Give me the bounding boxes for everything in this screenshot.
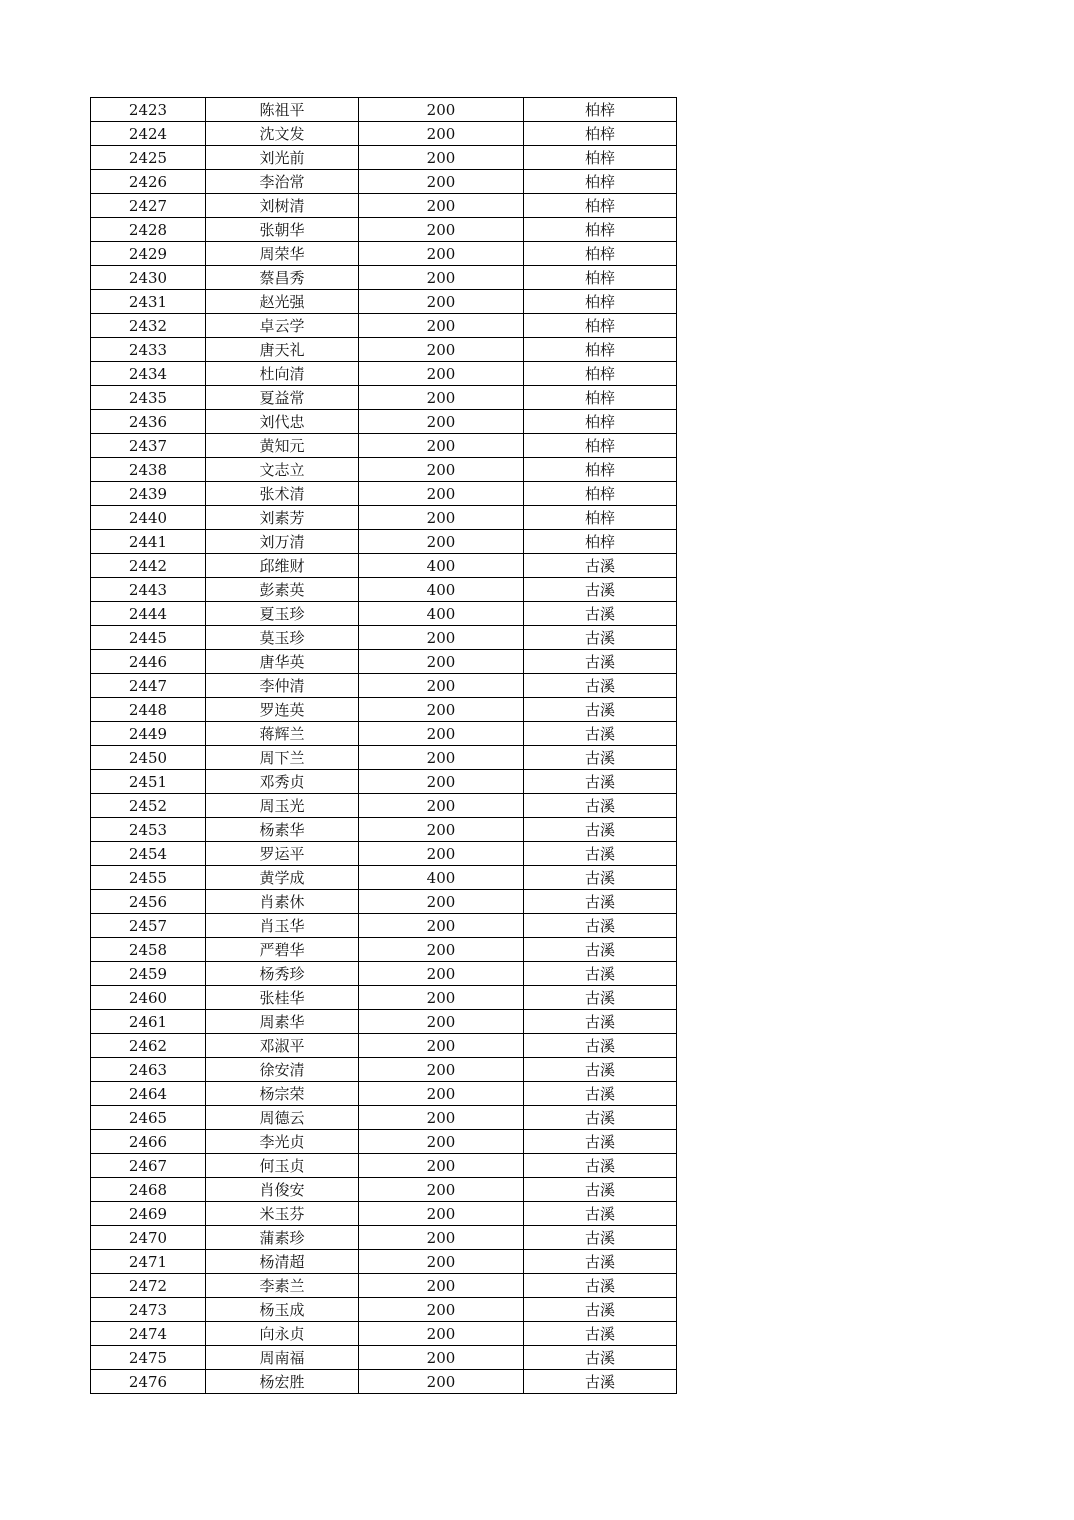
row-number-cell: 2458 — [91, 938, 206, 962]
table-row — [91, 746, 677, 770]
town-cell: 古溪 — [524, 938, 677, 962]
row-number-cell: 2450 — [91, 746, 206, 770]
amount-cell: 400 — [359, 554, 524, 578]
amount-cell: 200 — [359, 674, 524, 698]
name-cell: 彭素英 — [206, 578, 359, 602]
table-row — [91, 1058, 677, 1082]
name-cell: 李仲清 — [206, 674, 359, 698]
amount-cell: 400 — [359, 602, 524, 626]
name-cell: 陈祖平 — [206, 98, 359, 122]
town-cell: 柏梓 — [524, 170, 677, 194]
amount-cell: 400 — [359, 866, 524, 890]
table-row — [91, 794, 677, 818]
table-row — [91, 938, 677, 962]
table-row — [91, 386, 677, 410]
row-number-cell: 2441 — [91, 530, 206, 554]
table-row — [91, 722, 677, 746]
name-cell: 赵光强 — [206, 290, 359, 314]
name-cell: 肖素休 — [206, 890, 359, 914]
row-number-cell: 2439 — [91, 482, 206, 506]
town-cell: 古溪 — [524, 986, 677, 1010]
table-row — [91, 674, 677, 698]
amount-cell: 200 — [359, 386, 524, 410]
amount-cell: 200 — [359, 290, 524, 314]
row-number-cell: 2459 — [91, 962, 206, 986]
table-row — [91, 986, 677, 1010]
name-cell: 刘万清 — [206, 530, 359, 554]
row-number-cell: 2428 — [91, 218, 206, 242]
amount-cell: 200 — [359, 1106, 524, 1130]
table-row — [91, 1130, 677, 1154]
town-cell: 古溪 — [524, 890, 677, 914]
amount-cell: 200 — [359, 170, 524, 194]
name-cell: 杨秀珍 — [206, 962, 359, 986]
name-cell: 李治常 — [206, 170, 359, 194]
town-cell: 柏梓 — [524, 338, 677, 362]
name-cell: 蒋辉兰 — [206, 722, 359, 746]
row-number-cell: 2448 — [91, 698, 206, 722]
table-row — [91, 962, 677, 986]
table-row — [91, 890, 677, 914]
row-number-cell: 2454 — [91, 842, 206, 866]
table-row — [91, 626, 677, 650]
amount-cell: 200 — [359, 1298, 524, 1322]
table-row — [91, 1202, 677, 1226]
row-number-cell: 2442 — [91, 554, 206, 578]
town-cell: 柏梓 — [524, 530, 677, 554]
name-cell: 徐安清 — [206, 1058, 359, 1082]
table-row — [91, 1154, 677, 1178]
amount-cell: 200 — [359, 314, 524, 338]
table-body — [91, 98, 677, 1394]
row-number-cell: 2427 — [91, 194, 206, 218]
row-number-cell: 2461 — [91, 1010, 206, 1034]
table-row — [91, 1370, 677, 1394]
row-number-cell: 2467 — [91, 1154, 206, 1178]
name-cell: 肖俊安 — [206, 1178, 359, 1202]
town-cell: 柏梓 — [524, 266, 677, 290]
name-cell: 蔡昌秀 — [206, 266, 359, 290]
town-cell: 柏梓 — [524, 362, 677, 386]
town-cell: 古溪 — [524, 1010, 677, 1034]
table-row — [91, 1298, 677, 1322]
row-number-cell: 2431 — [91, 290, 206, 314]
name-cell: 周素华 — [206, 1010, 359, 1034]
name-cell: 唐华英 — [206, 650, 359, 674]
amount-cell: 200 — [359, 1130, 524, 1154]
town-cell: 柏梓 — [524, 410, 677, 434]
name-cell: 夏益常 — [206, 386, 359, 410]
amount-cell: 200 — [359, 410, 524, 434]
town-cell: 古溪 — [524, 1322, 677, 1346]
table-row — [91, 482, 677, 506]
name-cell: 黄学成 — [206, 866, 359, 890]
town-cell: 古溪 — [524, 554, 677, 578]
amount-cell: 200 — [359, 530, 524, 554]
town-cell: 古溪 — [524, 794, 677, 818]
row-number-cell: 2473 — [91, 1298, 206, 1322]
town-cell: 古溪 — [524, 1346, 677, 1370]
row-number-cell: 2437 — [91, 434, 206, 458]
table-row — [91, 1034, 677, 1058]
town-cell: 古溪 — [524, 578, 677, 602]
table-row — [91, 866, 677, 890]
name-cell: 周玉光 — [206, 794, 359, 818]
name-cell: 李素兰 — [206, 1274, 359, 1298]
amount-cell: 200 — [359, 482, 524, 506]
name-cell: 文志立 — [206, 458, 359, 482]
table-row — [91, 266, 677, 290]
town-cell: 柏梓 — [524, 242, 677, 266]
table-row — [91, 1178, 677, 1202]
table-row — [91, 362, 677, 386]
row-number-cell: 2445 — [91, 626, 206, 650]
row-number-cell: 2457 — [91, 914, 206, 938]
name-cell: 卓云学 — [206, 314, 359, 338]
row-number-cell: 2475 — [91, 1346, 206, 1370]
amount-cell: 200 — [359, 434, 524, 458]
amount-cell: 400 — [359, 578, 524, 602]
row-number-cell: 2444 — [91, 602, 206, 626]
town-cell: 古溪 — [524, 1274, 677, 1298]
row-number-cell: 2440 — [91, 506, 206, 530]
name-cell: 刘树清 — [206, 194, 359, 218]
town-cell: 古溪 — [524, 626, 677, 650]
table-row — [91, 458, 677, 482]
row-number-cell: 2468 — [91, 1178, 206, 1202]
table-row — [91, 218, 677, 242]
amount-cell: 200 — [359, 242, 524, 266]
name-cell: 唐天礼 — [206, 338, 359, 362]
town-cell: 古溪 — [524, 674, 677, 698]
amount-cell: 200 — [359, 194, 524, 218]
name-cell: 黄知元 — [206, 434, 359, 458]
amount-cell: 200 — [359, 986, 524, 1010]
amount-cell: 200 — [359, 1178, 524, 1202]
table-row — [91, 410, 677, 434]
town-cell: 古溪 — [524, 1106, 677, 1130]
row-number-cell: 2456 — [91, 890, 206, 914]
table-row — [91, 602, 677, 626]
name-cell: 周南福 — [206, 1346, 359, 1370]
town-cell: 古溪 — [524, 1298, 677, 1322]
row-number-cell: 2424 — [91, 122, 206, 146]
amount-cell: 200 — [359, 698, 524, 722]
table-row — [91, 650, 677, 674]
amount-cell: 200 — [359, 938, 524, 962]
name-cell: 周下兰 — [206, 746, 359, 770]
amount-cell: 200 — [359, 458, 524, 482]
name-cell: 米玉芬 — [206, 1202, 359, 1226]
name-cell: 刘光前 — [206, 146, 359, 170]
town-cell: 柏梓 — [524, 290, 677, 314]
town-cell: 古溪 — [524, 1130, 677, 1154]
amount-cell: 200 — [359, 1154, 524, 1178]
amount-cell: 200 — [359, 914, 524, 938]
town-cell: 古溪 — [524, 722, 677, 746]
amount-cell: 200 — [359, 1034, 524, 1058]
amount-cell: 200 — [359, 98, 524, 122]
table-row — [91, 506, 677, 530]
name-cell: 肖玉华 — [206, 914, 359, 938]
town-cell: 古溪 — [524, 1226, 677, 1250]
name-cell: 刘素芳 — [206, 506, 359, 530]
name-cell: 周荣华 — [206, 242, 359, 266]
town-cell: 古溪 — [524, 842, 677, 866]
town-cell: 柏梓 — [524, 314, 677, 338]
table-row — [91, 98, 677, 122]
name-cell: 夏玉珍 — [206, 602, 359, 626]
table-row — [91, 194, 677, 218]
town-cell: 古溪 — [524, 650, 677, 674]
row-number-cell: 2447 — [91, 674, 206, 698]
table-row — [91, 818, 677, 842]
amount-cell: 200 — [359, 1322, 524, 1346]
table-row — [91, 434, 677, 458]
row-number-cell: 2436 — [91, 410, 206, 434]
table-row — [91, 1226, 677, 1250]
town-cell: 古溪 — [524, 1202, 677, 1226]
table-row — [91, 1274, 677, 1298]
town-cell: 古溪 — [524, 1082, 677, 1106]
row-number-cell: 2434 — [91, 362, 206, 386]
table-row — [91, 578, 677, 602]
town-cell: 古溪 — [524, 818, 677, 842]
town-cell: 柏梓 — [524, 434, 677, 458]
amount-cell: 200 — [359, 890, 524, 914]
amount-cell: 200 — [359, 1202, 524, 1226]
row-number-cell: 2452 — [91, 794, 206, 818]
name-cell: 邱维财 — [206, 554, 359, 578]
table-row — [91, 1346, 677, 1370]
name-cell: 杨玉成 — [206, 1298, 359, 1322]
row-number-cell: 2426 — [91, 170, 206, 194]
amount-cell: 200 — [359, 794, 524, 818]
name-cell: 刘代忠 — [206, 410, 359, 434]
amount-cell: 200 — [359, 506, 524, 530]
town-cell: 柏梓 — [524, 482, 677, 506]
town-cell: 古溪 — [524, 914, 677, 938]
row-number-cell: 2432 — [91, 314, 206, 338]
row-number-cell: 2425 — [91, 146, 206, 170]
row-number-cell: 2446 — [91, 650, 206, 674]
town-cell: 柏梓 — [524, 506, 677, 530]
row-number-cell: 2465 — [91, 1106, 206, 1130]
town-cell: 柏梓 — [524, 146, 677, 170]
town-cell: 古溪 — [524, 698, 677, 722]
name-cell: 张桂华 — [206, 986, 359, 1010]
name-cell: 杨清超 — [206, 1250, 359, 1274]
name-cell: 杨素华 — [206, 818, 359, 842]
town-cell: 古溪 — [524, 746, 677, 770]
town-cell: 柏梓 — [524, 458, 677, 482]
table-row — [91, 842, 677, 866]
table-row — [91, 290, 677, 314]
town-cell: 古溪 — [524, 1058, 677, 1082]
amount-cell: 200 — [359, 1370, 524, 1394]
table-row — [91, 1106, 677, 1130]
name-cell: 沈文发 — [206, 122, 359, 146]
town-cell: 古溪 — [524, 1250, 677, 1274]
town-cell: 柏梓 — [524, 386, 677, 410]
town-cell: 柏梓 — [524, 218, 677, 242]
amount-cell: 200 — [359, 218, 524, 242]
table-row — [91, 170, 677, 194]
town-cell: 古溪 — [524, 1034, 677, 1058]
row-number-cell: 2460 — [91, 986, 206, 1010]
row-number-cell: 2430 — [91, 266, 206, 290]
name-cell: 蒲素珍 — [206, 1226, 359, 1250]
name-cell: 杜向清 — [206, 362, 359, 386]
name-cell: 何玉贞 — [206, 1154, 359, 1178]
table-row — [91, 314, 677, 338]
row-number-cell: 2471 — [91, 1250, 206, 1274]
table-row — [91, 146, 677, 170]
row-number-cell: 2443 — [91, 578, 206, 602]
table-row — [91, 1250, 677, 1274]
row-number-cell: 2470 — [91, 1226, 206, 1250]
table-row — [91, 1082, 677, 1106]
row-number-cell: 2423 — [91, 98, 206, 122]
row-number-cell: 2435 — [91, 386, 206, 410]
town-cell: 古溪 — [524, 602, 677, 626]
amount-cell: 200 — [359, 338, 524, 362]
town-cell: 古溪 — [524, 1370, 677, 1394]
name-cell: 张术清 — [206, 482, 359, 506]
amount-cell: 200 — [359, 650, 524, 674]
row-number-cell: 2455 — [91, 866, 206, 890]
row-number-cell: 2472 — [91, 1274, 206, 1298]
amount-cell: 200 — [359, 722, 524, 746]
row-number-cell: 2476 — [91, 1370, 206, 1394]
amount-cell: 200 — [359, 962, 524, 986]
row-number-cell: 2451 — [91, 770, 206, 794]
amount-cell: 200 — [359, 626, 524, 650]
amount-cell: 200 — [359, 1082, 524, 1106]
town-cell: 古溪 — [524, 770, 677, 794]
row-number-cell: 2469 — [91, 1202, 206, 1226]
data-table — [90, 97, 677, 1394]
row-number-cell: 2438 — [91, 458, 206, 482]
name-cell: 罗连英 — [206, 698, 359, 722]
amount-cell: 200 — [359, 770, 524, 794]
amount-cell: 200 — [359, 1058, 524, 1082]
name-cell: 邓淑平 — [206, 1034, 359, 1058]
row-number-cell: 2453 — [91, 818, 206, 842]
name-cell: 张朝华 — [206, 218, 359, 242]
name-cell: 莫玉珍 — [206, 626, 359, 650]
row-number-cell: 2462 — [91, 1034, 206, 1058]
row-number-cell: 2466 — [91, 1130, 206, 1154]
amount-cell: 200 — [359, 146, 524, 170]
table-row — [91, 698, 677, 722]
amount-cell: 200 — [359, 746, 524, 770]
row-number-cell: 2463 — [91, 1058, 206, 1082]
name-cell: 周德云 — [206, 1106, 359, 1130]
town-cell: 柏梓 — [524, 122, 677, 146]
row-number-cell: 2433 — [91, 338, 206, 362]
town-cell: 古溪 — [524, 1154, 677, 1178]
name-cell: 李光贞 — [206, 1130, 359, 1154]
name-cell: 杨宗荣 — [206, 1082, 359, 1106]
table-row — [91, 530, 677, 554]
amount-cell: 200 — [359, 1250, 524, 1274]
amount-cell: 200 — [359, 818, 524, 842]
table-row — [91, 554, 677, 578]
town-cell: 古溪 — [524, 1178, 677, 1202]
row-number-cell: 2474 — [91, 1322, 206, 1346]
row-number-cell: 2429 — [91, 242, 206, 266]
row-number-cell: 2464 — [91, 1082, 206, 1106]
town-cell: 古溪 — [524, 866, 677, 890]
amount-cell: 200 — [359, 842, 524, 866]
table-row — [91, 770, 677, 794]
town-cell: 柏梓 — [524, 194, 677, 218]
table-row — [91, 1322, 677, 1346]
amount-cell: 200 — [359, 1010, 524, 1034]
table-row — [91, 122, 677, 146]
name-cell: 邓秀贞 — [206, 770, 359, 794]
name-cell: 罗运平 — [206, 842, 359, 866]
row-number-cell: 2449 — [91, 722, 206, 746]
table-row — [91, 242, 677, 266]
name-cell: 向永贞 — [206, 1322, 359, 1346]
amount-cell: 200 — [359, 362, 524, 386]
town-cell: 古溪 — [524, 962, 677, 986]
amount-cell: 200 — [359, 1274, 524, 1298]
amount-cell: 200 — [359, 1346, 524, 1370]
name-cell: 杨宏胜 — [206, 1370, 359, 1394]
table-row — [91, 914, 677, 938]
table-row — [91, 1010, 677, 1034]
name-cell: 严碧华 — [206, 938, 359, 962]
amount-cell: 200 — [359, 266, 524, 290]
amount-cell: 200 — [359, 122, 524, 146]
town-cell: 柏梓 — [524, 98, 677, 122]
amount-cell: 200 — [359, 1226, 524, 1250]
table-row — [91, 338, 677, 362]
